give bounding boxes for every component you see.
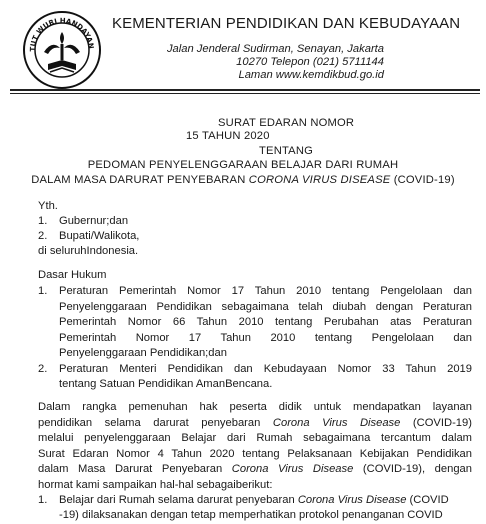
title-line-4: PEDOMAN PENYELENGGARAAN BELAJAR DARI RUMAH (87, 159, 399, 171)
legal-basis-1-line-1: Peraturan Pemerintah Nomor 17 Tahun 2010 tentang Pengelolaan dan (59, 285, 472, 297)
header-rule-thick (10, 89, 480, 91)
legal-basis-1-line-3: Pemerintah Nomor 66 Tahun 2010 tentang Perubahan atas Peraturan (59, 316, 472, 328)
recipient-1: Gubernur;dan (59, 215, 129, 227)
point-1-line-2: -19) dilaksanakan dengan tetap memperhatikan protokol penanganan COVID (59, 509, 443, 521)
ministry-name: KEMENTERIAN PENDIDIKAN DAN KEBUDAYAAN (112, 15, 461, 32)
body-line-2: pendidikan selama darurat penyebaran Corona Virus Disease (COVID-19) (38, 417, 472, 429)
legal-basis-2-line-1: Peraturan Menteri Pendidikan dan Kebudayaan Nomor 33 Tahun 2019 (59, 363, 472, 375)
recipient-2-number: 2. (38, 230, 48, 242)
legal-basis-1-line-4: Pemerintah Nomor 17 Tahun 2010 tentang Pengelolaan dan (59, 332, 472, 344)
legal-basis-2-number: 2. (38, 363, 48, 375)
legal-basis-1-line-5: Penyelenggaraan Pendidikan;dan (59, 347, 227, 359)
point-1-number: 1. (38, 494, 48, 506)
recipient-1-number: 1. (38, 215, 48, 227)
address-line-1: Jalan Jenderal Sudirman, Senayan, Jakarta (166, 43, 384, 55)
body-line-6: hormat kami sampaikan hal-hal sebagaiberikut: (38, 479, 273, 491)
legal-basis-1-line-2: Penyelenggaraan Pendidikan sebagaimana telah diubah dengan Peraturan (59, 301, 472, 313)
legal-basis-1-number: 1. (38, 285, 48, 297)
point-1-line-1: Belajar dari Rumah selama darurat penyebaran Corona Virus Disease (COVID (59, 494, 449, 506)
address-line-3: Laman www.kemdikbud.go.id (238, 69, 384, 81)
legal-basis-2-line-2: tentang Satuan Pendidikan AmanBencana. (59, 378, 273, 390)
title-line-2: 15 TAHUN 2020 (186, 130, 270, 142)
body-line-1: Dalam rangka pemenuhan hak peserta didik untuk mendapatkan layanan (38, 401, 472, 413)
title-line-3: TENTANG (259, 145, 314, 157)
recipient-2: Bupati/Walikota, (59, 230, 140, 242)
legal-basis-heading: Dasar Hukum (38, 269, 107, 281)
logo-motto: TUT WURI HANDAYAN (28, 16, 96, 52)
body-line-3: melalui penyelenggaraan Belajar dari Rumah sebagaimana tercantum dalam (38, 432, 472, 444)
salutation: Yth. (38, 200, 58, 212)
address-line-2: 10270 Telepon (021) 5711144 (236, 56, 384, 68)
title-line-1: SURAT EDARAN NOMOR (218, 117, 355, 129)
recipient-closing: di seluruhIndonesia. (38, 245, 139, 257)
body-line-5: dalam Masa Darurat Penyebaran Corona Virus Disease (COVID-19), dengan (38, 463, 472, 475)
body-line-4: Surat Edaran Nomor 4 Tahun 2020 tentang Pelaksanaan Kebijakan Pendidikan (38, 448, 472, 460)
title-line-5: DALAM MASA DARURAT PENYEBARAN CORONA VIRUS DISEASE (COVID-19) (31, 174, 455, 186)
header-rule-thin (10, 93, 480, 94)
